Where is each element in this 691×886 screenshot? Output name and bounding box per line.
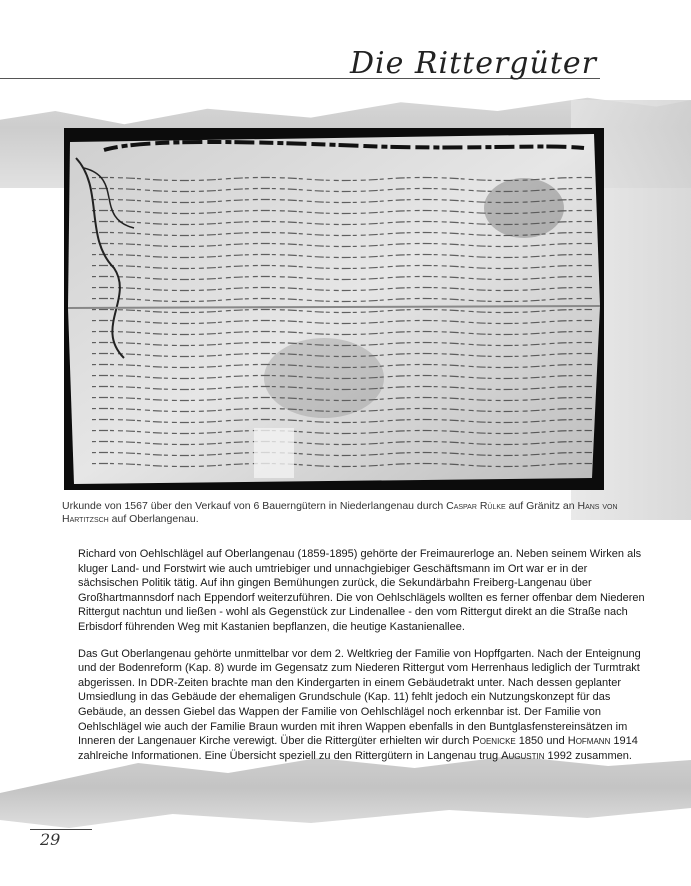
author-name: Hofmann xyxy=(567,735,611,748)
document-illustration xyxy=(64,128,604,490)
paragraph-text: 1850 und xyxy=(515,735,568,748)
figure-caption xyxy=(62,500,622,526)
caption-name: Hans von Hartitzsch xyxy=(62,500,618,525)
document-photo xyxy=(64,128,604,490)
caption-text: Urkunde von 1567 über den Verkauf von 6 Bauerngütern in Niederlangenau durch xyxy=(62,500,447,512)
body-text xyxy=(78,547,648,775)
paragraph xyxy=(78,647,648,764)
paragraph-text: 1914 zahlreiche Informationen. Eine Übersicht speziell zu den Rittergütern in Langenau trug xyxy=(78,735,638,762)
page-number: 29 xyxy=(40,830,61,849)
author-name: Poenicke xyxy=(472,735,516,748)
paragraph: Richard von Oehlschlägel auf Oberlangenau (1859-1895) gehörte der Freimaurerloge an. Neben seinem Wirken als kluger Land- und Forstwirt wie auch umtriebiger und unnachgiebiger Geschäftsmann im Ort war er in der sächsischen Politik tätig. Auf ihn gingen Bemühungen zurück, die Sekundärbahn Freiberg-Langenau über Großhartmannsdorf nach Eppendorf weiterzuführen. Die von Oehlschlägels wollten es ferner offenbar dem Niederen Rittergut nachtun und ließen - wohl als Gegenstück zur Lindenallee - den vom Rittergut direkt an die Straße nach Erbisdorf führenden Weg mit Kastanien bepflanzen, die heutige Kastanienallee. xyxy=(78,548,645,633)
page-title: Die Rittergüter xyxy=(349,46,597,81)
author-name: Augustin xyxy=(501,749,545,762)
caption-text: auf Oberlangenau. xyxy=(108,513,199,525)
caption-name: Caspar Rülke xyxy=(446,500,506,512)
paragraph-text: 1992 zusammen. xyxy=(544,749,632,762)
caption-text: auf Gränitz an xyxy=(505,500,578,512)
paragraph-text: Das Gut Oberlangenau gehörte unmittelbar vor dem 2. Weltkrieg der Familie von Hopffgarten. Nach der Enteignung und der Bodenreform (Kap. 8) wurde im Gegensatz zum Niederen Rittergut vom Herrenhaus lediglich der Turmtrakt abgerissen. In DDR-Zeiten brachte man den Kindergarten in einem Gebäudetrakt unter. Nach dessen geplanter Umsiedlung in das Gebäude der ehemaligen Grundschule (Kap. 11) fehlt jedoch ein Nutzungskonzept für das Gebäude, an dessen Giebel das Wappen der Familie von Oehlschlägel noch erkennbar ist. Der Familie von Oehlschlägel wie auch der Familie Braun wurden mit ihren Wappen ebenfalls in den Buntglasfenstereinsätzen im Inneren der Langenauer Kirche verewigt. Über die Rittergüter erhielten wir durch xyxy=(78,647,641,748)
